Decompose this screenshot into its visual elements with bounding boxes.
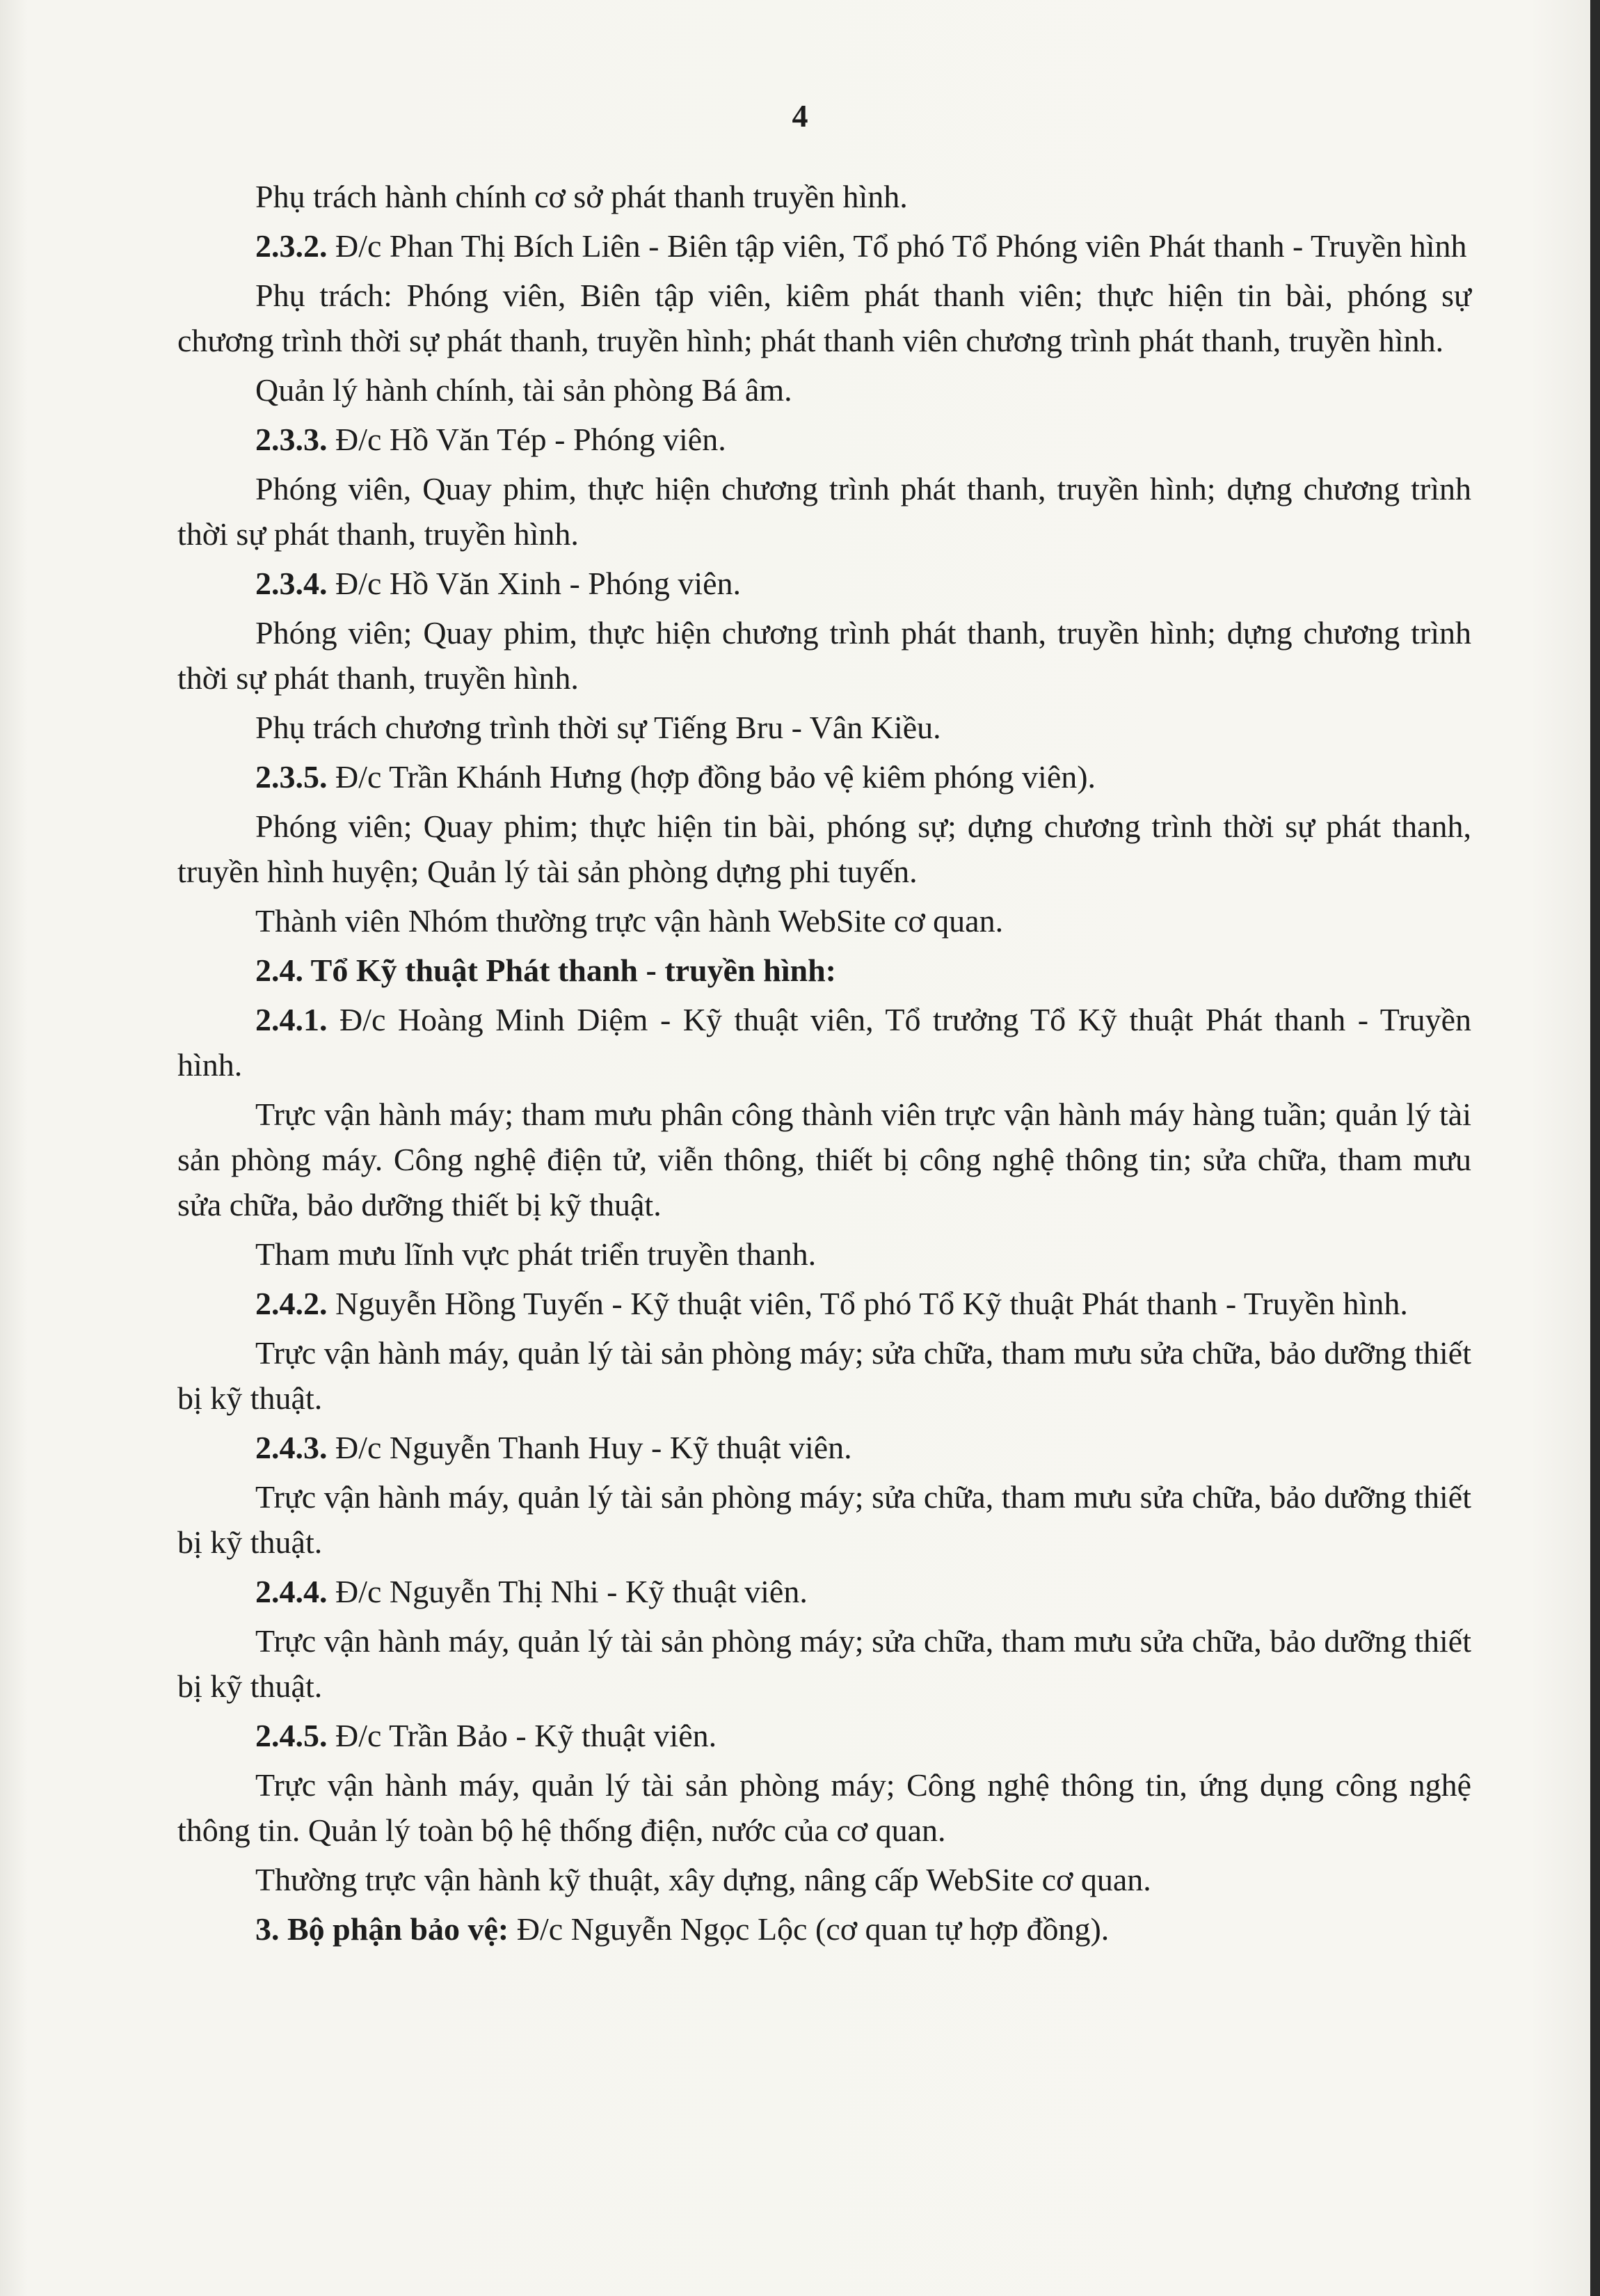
- paragraph-text: Trực vận hành máy, quản lý tài sản phòng máy; sửa chữa, tham mưu sửa chữa, bảo dưỡng thiết bị kỹ thuật.: [177, 1335, 1471, 1416]
- paragraph: [177, 804, 1471, 894]
- paragraph-text: Trực vận hành máy, quản lý tài sản phòng máy; sửa chữa, tham mưu sửa chữa, bảo dưỡng thiết bị kỹ thuật.: [177, 1479, 1471, 1560]
- section-number: 2.3.4.: [255, 566, 328, 601]
- paragraph: [177, 1569, 1471, 1614]
- section-number: 2.3.2.: [255, 228, 328, 264]
- paragraph: [177, 1713, 1471, 1758]
- paragraph-text: Nguyễn Hồng Tuyến - Kỹ thuật viên, Tổ phó Tổ Kỹ thuật Phát thanh - Truyền hình.: [327, 1286, 1408, 1321]
- paragraph-text: Trực vận hành máy; tham mưu phân công thành viên trực vận hành máy hàng tuần; quản lý tài sản phòng máy. Công nghệ điện tử, viễn thông, thiết bị công nghệ thông tin; sửa chữa, tham mưu sửa chữa, bảo dưỡng thiết bị kỹ thuật.: [177, 1097, 1471, 1222]
- paragraph: [177, 1231, 1471, 1277]
- paragraph-text: Đ/c Nguyễn Thị Nhi - Kỹ thuật viên.: [327, 1574, 808, 1609]
- page-number: 4: [792, 98, 808, 134]
- paragraph-text: Tham mưu lĩnh vực phát triển truyền thanh.: [255, 1236, 817, 1272]
- paragraph-text: Phụ trách: Phóng viên, Biên tập viên, kiêm phát thanh viên; thực hiện tin bài, phóng sự chương trình thời sự phát thanh, truyền hình; phát thanh viên chương trình phát thanh, truyền hình.: [177, 278, 1471, 358]
- paragraph-text: Trực vận hành máy, quản lý tài sản phòng máy; sửa chữa, tham mưu sửa chữa, bảo dưỡng thiết bị kỹ thuật.: [177, 1623, 1471, 1704]
- document-body: [177, 174, 1471, 1956]
- section-number: 2.4.3.: [255, 1430, 328, 1465]
- paragraph-text: Phóng viên; Quay phim, thực hiện chương trình phát thanh, truyền hình; dựng chương trình thời sự phát thanh, truyền hình.: [177, 615, 1471, 696]
- section-heading: [177, 948, 1471, 993]
- section-number: 2.3.3.: [255, 422, 328, 457]
- paragraph: [177, 417, 1471, 462]
- paragraph-text: Thường trực vận hành kỹ thuật, xây dựng, nâng cấp WebSite cơ quan.: [255, 1862, 1151, 1897]
- paragraph: [177, 1762, 1471, 1853]
- section-number: 2.4. Tổ Kỹ thuật Phát thanh - truyền hình:: [255, 952, 836, 988]
- section-number: 2.3.5.: [255, 759, 328, 795]
- paragraph: [177, 705, 1471, 750]
- paragraph: [177, 610, 1471, 701]
- paragraph: [177, 1474, 1471, 1565]
- paragraph: [177, 367, 1471, 413]
- paragraph: [177, 1618, 1471, 1709]
- paragraph: [177, 754, 1471, 799]
- paragraph: [177, 898, 1471, 943]
- paragraph: [177, 1906, 1471, 1952]
- paragraph: [177, 1330, 1471, 1421]
- paragraph-text: Quản lý hành chính, tài sản phòng Bá âm.: [255, 372, 792, 408]
- section-number: 2.4.1.: [255, 1002, 328, 1037]
- paragraph-text: Thành viên Nhóm thường trực vận hành WebSite cơ quan.: [255, 903, 1004, 939]
- section-number: 2.4.2.: [255, 1286, 328, 1321]
- paragraph-text: Đ/c Trần Khánh Hưng (hợp đồng bảo vệ kiêm phóng viên).: [327, 759, 1096, 795]
- paragraph-text: Đ/c Hồ Văn Xinh - Phóng viên.: [327, 566, 742, 601]
- paragraph: [177, 466, 1471, 557]
- paragraph: [177, 273, 1471, 363]
- paragraph: [177, 1092, 1471, 1227]
- paragraph-text: Phụ trách hành chính cơ sở phát thanh truyền hình.: [255, 179, 908, 214]
- section-number: 3. Bộ phận bảo vệ:: [255, 1911, 509, 1947]
- paragraph-text: Đ/c Trần Bảo - Kỹ thuật viên.: [327, 1718, 717, 1753]
- paragraph-text: Phóng viên, Quay phim, thực hiện chương trình phát thanh, truyền hình; dựng chương trình thời sự phát thanh, truyền hình.: [177, 471, 1471, 552]
- paragraph: [177, 223, 1471, 269]
- paragraph: [177, 174, 1471, 219]
- paragraph-text: Đ/c Hồ Văn Tép - Phóng viên.: [327, 422, 726, 457]
- scan-edge: [1590, 0, 1600, 2296]
- paragraph: [177, 997, 1471, 1087]
- paragraph: [177, 1425, 1471, 1470]
- paragraph-text: Phóng viên; Quay phim; thực hiện tin bài, phóng sự; dựng chương trình thời sự phát thanh, truyền hình huyện; Quản lý tài sản phòng dựng phi tuyến.: [177, 808, 1471, 889]
- section-number: 2.4.5.: [255, 1718, 328, 1753]
- paragraph-text: Trực vận hành máy, quản lý tài sản phòng máy; Công nghệ thông tin, ứng dụng công nghệ thông tin. Quản lý toàn bộ hệ thống điện, nước của cơ quan.: [177, 1767, 1471, 1848]
- paragraph-text: Phụ trách chương trình thời sự Tiếng Bru - Vân Kiều.: [255, 710, 941, 745]
- paragraph-text: Đ/c Hoàng Minh Diệm - Kỹ thuật viên, Tổ trưởng Tổ Kỹ thuật Phát thanh - Truyền hình.: [177, 1002, 1471, 1083]
- paragraph: [177, 1857, 1471, 1902]
- section-number: 2.4.4.: [255, 1574, 328, 1609]
- paragraph-text: Đ/c Phan Thị Bích Liên - Biên tập viên, Tổ phó Tổ Phóng viên Phát thanh - Truyền hình: [327, 228, 1467, 264]
- paragraph-text: Đ/c Nguyễn Thanh Huy - Kỹ thuật viên.: [327, 1430, 852, 1465]
- paragraph: [177, 1281, 1471, 1326]
- paragraph-text: Đ/c Nguyễn Ngọc Lộc (cơ quan tự hợp đồng).: [509, 1911, 1110, 1947]
- paragraph: [177, 561, 1471, 606]
